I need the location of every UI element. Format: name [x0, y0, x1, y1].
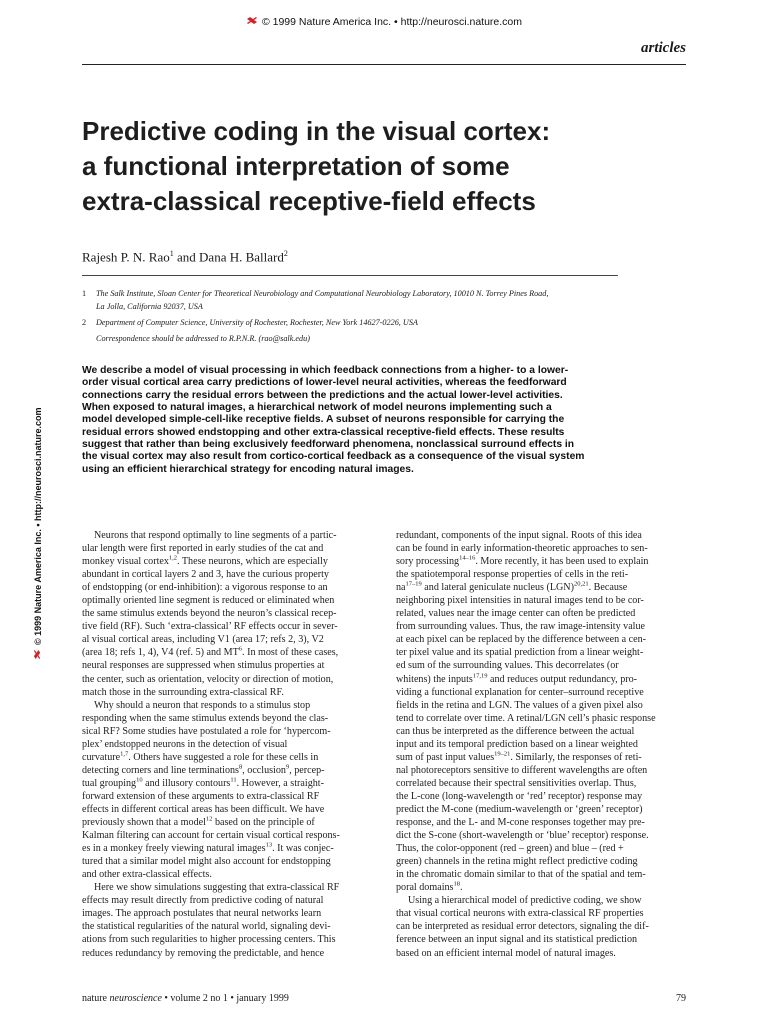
- journal-name-italic: neuroscience: [109, 993, 162, 1004]
- body-line: poral domains$^{18}$.: [396, 880, 463, 894]
- body-line: response, and the L- and M-cone responses together may pre-: [396, 817, 645, 829]
- body-line: monkey visual cortex$^{1,2}$. These neurons, which are especially: [82, 554, 328, 568]
- body-line: tual grouping$^{10}$ and illusory contours$^{11}$. However, a straight-: [82, 776, 324, 789]
- citation: 19–21: [494, 750, 511, 758]
- citation: 20,21: [573, 580, 589, 588]
- body-line: optimally oriented line segment is reduced or eliminated when: [82, 595, 335, 607]
- body-line: Using a hierarchical model of predictive coding, we show: [408, 895, 642, 907]
- citation: 1,7: [120, 750, 129, 758]
- body-line: plex’ endstopped neurons in the detection of visual: [82, 738, 288, 750]
- body-line: the statistical regularities of the natural world, signaling devi-: [82, 921, 331, 933]
- journal-footer: [82, 993, 289, 1004]
- article-title: [82, 114, 702, 219]
- body-line: sical RF? Some studies have postulated a role for ‘hypercom-: [82, 725, 331, 737]
- body-column-right: [396, 529, 696, 960]
- side-copyright-text: © 1999 Nature America Inc. • http://neurosci.nature.com: [33, 407, 43, 645]
- abstract-line: When exposed to natural images, a hierarchical network of model neurons implementing such a: [82, 402, 552, 414]
- body-line: related, values near the image center can often be predicted: [396, 608, 636, 620]
- body-line: in the chromatic domain similar to that of the spatial and tem-: [396, 869, 646, 881]
- citation: 10: [136, 776, 143, 784]
- title-line: extra-classical receptive-field effects: [82, 186, 536, 216]
- nature-america-logo-icon: [33, 649, 42, 660]
- author-name: Rajesh P. N. Rao: [82, 249, 170, 265]
- body-line: at each pixel can be replaced by the difference between a cen-: [396, 634, 647, 646]
- abstract-line: the visual cortex may also result from cortico-cortical feedback as a consequence of the visual system: [82, 451, 585, 463]
- title-line: Predictive coding in the visual cortex:: [82, 116, 551, 146]
- body-line: can be interpreted as residual error detectors, signaling the dif-: [396, 921, 649, 933]
- body-line: forward extension of these arguments to extra-classical RF: [82, 790, 320, 802]
- body-line: (area 18; refs 1, 4), V4 (ref. 5) and $MT^6$. In most of these cases,: [82, 646, 339, 659]
- body-line: ter pixel value and its spatial prediction from a linear weight-: [396, 647, 644, 659]
- abstract-line: model developed simple-cell-like receptive fields. A subset of neurons responsible for carrying the: [82, 414, 565, 426]
- abstract-line: suggest that rather than being exclusively feedforward phenomena, nonclassical surround effects in: [82, 439, 575, 451]
- affiliation-2: [82, 317, 642, 330]
- page-number: 79: [676, 993, 686, 1004]
- nature-america-logo-icon: [246, 16, 258, 26]
- body-line: abundant in cortical layers 2 and 3, have the curious property: [82, 569, 329, 581]
- body-line: detecting corners and line terminations$^8$, occlusion$^9$, percep-: [82, 763, 325, 776]
- body-line: whitens) the inputs$^{17,19}$ and reduces output redundancy, pro-: [396, 672, 638, 685]
- body-line: the spatiotemporal response properties of cells in the reti-: [396, 569, 629, 581]
- body-line: es in a monkey freely viewing natural images$^{13}$. It was conjec-: [82, 841, 334, 855]
- body-line: neural responses are suppressed when stimulus properties at: [82, 660, 325, 672]
- body-line: the L-cone (long-wavelength or ‘red’ receptor) response may: [396, 790, 643, 802]
- body-line: tured that a similar model might also account for endstopping: [82, 856, 331, 868]
- author-name: Dana H. Ballard: [199, 249, 284, 265]
- body-line: sory processing$^{14-16}$. More recently, it has been used to explain: [396, 554, 649, 568]
- top-rule: [82, 64, 686, 65]
- body-line: Neurons that respond optimally to line segments of a partic-: [94, 530, 337, 541]
- abstract-line: residual errors showed endstopping and other extra-classical receptive-field effects. These results: [82, 426, 565, 438]
- body-line: match those in the surrounding extra-classical RF.: [82, 686, 284, 698]
- affiliation-number: 2: [82, 318, 87, 327]
- citation: 17–19: [405, 580, 422, 588]
- author-rule: [82, 275, 618, 276]
- body-line: tend to correlate over time. A retinal/LGN cell’s phasic response: [396, 712, 656, 724]
- body-line: ference between an input signal and its statistical prediction: [396, 934, 638, 946]
- abstract-line: using an efficient hierarchical strategy for encoding natural images.: [82, 463, 414, 475]
- abstract-line: connections carry the residual errors between the predictions and the actual lower-level activities.: [82, 389, 563, 401]
- copyright-text: © 1999 Nature America Inc. • http://neurosci.nature.com: [261, 16, 523, 28]
- body-line: predict the M-cone (medium-wavelength or ‘green’ receptor): [396, 803, 643, 815]
- body-line: Here we show simulations suggesting that extra-classical RF: [94, 882, 340, 894]
- body-line: curvature$^{1,7}$. Others have suggested a role for these cells in: [82, 750, 319, 763]
- body-line: Kalman filtering can account for certain visual cortical respons-: [82, 830, 340, 842]
- issue-info: • volume 2 no 1 • january 1999: [161, 993, 289, 1004]
- body-column-left: [82, 529, 382, 960]
- copyright-header: [0, 16, 768, 28]
- body-line: can thus be interpreted as the difference between the actual: [396, 725, 635, 737]
- citation: 1,2: [168, 554, 178, 562]
- affiliation-text: Department of Computer Science, University of Rochester, Rochester, New York 14627-0226, USA: [96, 318, 418, 327]
- body-line: effects may result directly from predictive coding of natural: [82, 895, 324, 907]
- body-line: input and its temporal prediction based on a linear weighted: [396, 738, 638, 750]
- body-line: responding when the same stimulus extends beyond the clas-: [82, 712, 329, 724]
- author-affiliation-mark: 2: [283, 249, 288, 258]
- body-line: correlated because their spectral sensitivities overlap. Thus,: [396, 777, 637, 789]
- body-line: Why should a neuron that responds to a stimulus stop: [94, 699, 311, 711]
- body-line: neighboring pixel intensities in natural images tend to be cor-: [396, 595, 644, 607]
- citation: 11: [230, 776, 237, 784]
- body-line: sum of past input values$^{19-21}$. Similarly, the responses of reti-: [396, 750, 642, 763]
- citation: 18: [453, 880, 460, 888]
- correspondence-note: Correspondence should be addressed to R.P.N.R. (rao@salk.edu): [96, 334, 310, 343]
- body-line: of endstopping (or end-inhibition): a vigorous response to an: [82, 582, 328, 594]
- body-line: redundant, components of the input signal. Roots of this idea: [396, 530, 642, 541]
- body-line: al visual cortical areas, including V1 (area 17; refs 2, 3), V2: [82, 634, 324, 646]
- body-line: ed sum of the surrounding values. This decorrelates (or: [396, 660, 619, 672]
- abstract-line: We describe a model of visual processing in which feedback connections from a higher- to a lower-: [82, 365, 569, 376]
- body-line: ations from such regularities to higher processing centers. This: [82, 934, 336, 946]
- body-line: that visual cortical neurons with extra-classical RF properties: [396, 908, 644, 920]
- body-line: and other extra-classical effects.: [82, 869, 212, 881]
- body-line: reduces redundancy by removing the predictable, and hence: [82, 947, 325, 959]
- body-line: $na^{17-19}$ and lateral geniculate nucleus (LGN)$^{20,21}$. Because: [396, 580, 628, 594]
- abstract-line: order visual cortical area carry predictions of lower-level neural activities, whereas the feedforward: [82, 377, 567, 389]
- title-line: a functional interpretation of some: [82, 151, 510, 181]
- affiliation-number: 1: [82, 289, 87, 298]
- body-line: from surrounding values. Thus, the raw image-intensity value: [396, 621, 646, 633]
- citation: 9: [285, 763, 290, 771]
- body-line: Thus, the color-opponent (red – green) and blue – (red +: [396, 843, 624, 855]
- citation: 14–16: [459, 554, 476, 562]
- body-line: effects in different cortical areas has been difficult. We have: [82, 803, 325, 815]
- citation: 13: [265, 841, 273, 849]
- author-list: [82, 249, 288, 265]
- section-label: articles: [641, 40, 686, 56]
- body-line: ular length were first reported in early studies of the cat and: [82, 543, 324, 555]
- body-line: nal photoreceptors sensitive to different wavelengths are often: [396, 764, 648, 776]
- body-line: the center, such as orientation, velocity or direction of motion,: [82, 673, 334, 685]
- body-line: tive field (RF). Such ‘extra-classical’ RF effects occur in sever-: [82, 621, 338, 633]
- body-line: images. The approach postulates that neural networks learn: [82, 908, 322, 920]
- author-joiner: and: [173, 249, 200, 265]
- body-line: fields in the retina and LGN. The values of a given pixel also: [396, 699, 643, 711]
- body-line: the same stimulus extends beyond the neuron’s classical recep-: [82, 608, 337, 620]
- citation: 8: [238, 763, 243, 771]
- author-affiliation-mark: 1: [169, 249, 174, 258]
- affiliation-text: The Salk Institute, Sloan Center for Theoretical Neurobiology and Computational Neurobiology Laboratory, 10010 N. Torrey Pines Road,: [96, 289, 549, 298]
- body-line: based on an efficient internal model of natural images.: [396, 947, 616, 959]
- affiliation-1: [82, 288, 642, 313]
- side-copyright: [33, 407, 43, 660]
- body-line: dict the S-cone (short-wavelength or ‘blue’ receptor) response.: [396, 830, 649, 842]
- citation: 12: [205, 815, 213, 823]
- abstract: [82, 365, 622, 476]
- body-line: viding a functional explanation for center–surround receptive: [396, 686, 644, 698]
- body-line: can be found in early information-theoretic approaches to sen-: [396, 543, 648, 555]
- journal-name: nature: [82, 993, 110, 1004]
- citation: 6: [238, 646, 243, 654]
- citation: 17,19: [472, 672, 488, 680]
- body-line: previously shown that a model$^{12}$ based on the principle of: [82, 815, 315, 829]
- body-line: green) channels in the retina might reflect predictive coding: [396, 856, 638, 868]
- affiliation-text: La Jolla, California 92037, USA: [96, 301, 203, 311]
